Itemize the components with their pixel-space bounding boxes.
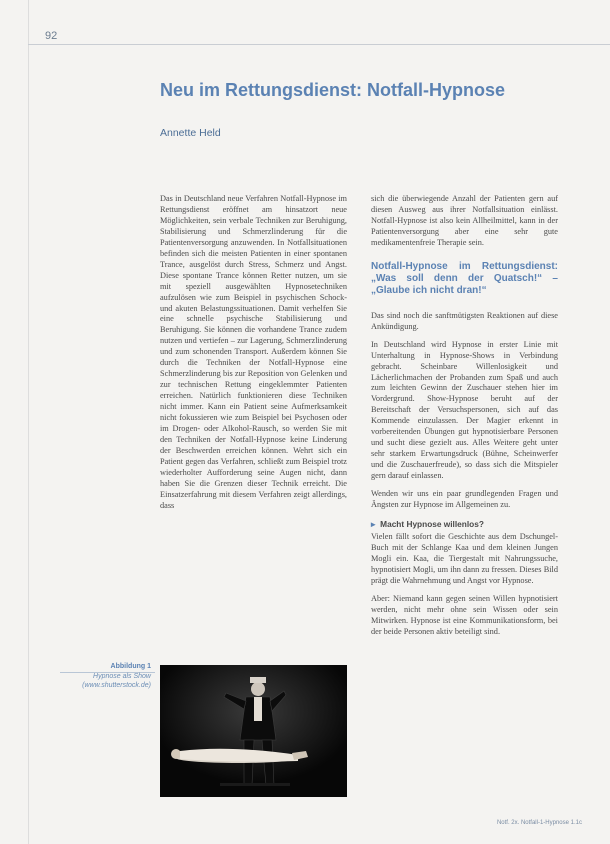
hypnosis-show-illustration	[160, 665, 347, 797]
header-rule	[28, 44, 610, 45]
paragraph: Das sind noch die sanftmütigsten Reaktionen auf diese Ankündigung.	[371, 310, 558, 331]
right-column	[371, 194, 558, 645]
bullet-question-text: Macht Hypnose willenlos?	[380, 518, 484, 529]
section-heading: Notfall-Hypnose im Rettungsdienst: „Was soll denn der Quatsch!“ – „Glaube ich nicht dran!“	[371, 260, 558, 296]
article-title: Neu im Rettungsdienst: Notfall-Hypnose	[160, 80, 506, 100]
figure-caption-line: Hypnose als Show	[93, 673, 151, 680]
figure-photo	[160, 665, 347, 797]
paragraph: Aber: Niemand kann gegen seinen Willen hypnotisiert werden, nicht mehr ohne sein Wissen oder sein Mitwirken. Hypnose ist eine Kommunikationsform, bei der beide Personen aktiv beteiligt sind.	[371, 593, 558, 636]
page-number: 92	[45, 30, 58, 42]
margin-rule	[28, 0, 29, 844]
bullet-question	[371, 519, 558, 530]
arrow-icon: ▸	[371, 518, 376, 529]
paragraph: Das in Deutschland neue Verfahren Notfall-Hypnose im Rettungsdienst eröffnet am hinsatzort neue Möglichkeiten, sein verbale Techniken zur Beruhigung, Stabilisierung und Schmerzlinderung für die Patientenversorgung anzuwenden. In Notfallsituationen befinden sich die meisten Patienten in einer spontanen Trance, ausgelöst durch Stress, Schmerz und Angst. Diese spontane Trance können Retter nutzen, um sie mit speziell ausgewählten Hypnosetechniken aufzulösen wie zum Beispiel in psychischen Schock- und akuten Belastungssituationen. Damit verhelfen Sie eine schnelle psychische Stabilisierung und Beruhigung. Sie können die vorhandene Trance zudem nutzen und vertiefen – zur Lagerung, Schmerzlinderung und zum schonenden Transport. Außerdem können Sie durch die Techniken der Notfall-Hypnose eine Schmerzlinderung bis zur Reposition von Gelenken und zur technischen Rettung eingeklemmter Patienten erreichen. Natürlich funktionieren diese Techniken nicht immer. Kann ein Patient seine Aufmerksamkeit nicht fokussieren wie zum Beispiel bei Psychosen oder im Drogen- oder Alkohol-Rausch, so werden Sie mit den Techniken der Notfall-Hypnose keine Linderung der Beschwerden erreichen können. Wehrt sich ein Patient gegen das Verfahren, schließt zum Beispiel trotz wiederholter Aufforderung seine Augen nicht, dann haben Sie die Grenzen dieser Technik erreicht. Die Einsatzerfahrung mit diesem Verfahren zeigt allerdings, dass	[160, 194, 347, 510]
figure-caption	[58, 662, 151, 690]
article-author: Annette Held	[160, 127, 221, 139]
page-footer: Notf. 2x. Notfall-1-Hypnose 1.1c	[496, 820, 582, 826]
paragraph: In Deutschland wird Hypnose in erster Linie mit Unterhaltung in Hypnose-Shows in Verbindung gebracht. Scheinbare Willenlosigkeit und Lächerlichmachen der Probanden zum Spaß und auch zum leichten Gewinn der Zuschauer stehen hier im Vordergrund. Show-Hypnose beruht auf der Bereitschaft der Versuchspersonen, sich auf das Kommende einzulassen. Der Magier erkennt in vorbereitenden Übungen gut hypnotisierbare Personen und sucht diese gezielt aus. Alles Weitere geht unter sehr starkem Erwartungsdruck (Bühne, Scheinwerfer und die Zuschauerfreude), so dass sich die Mitspieler gern darauf einlassen.	[371, 339, 558, 481]
paragraph: sich die überwiegende Anzahl der Patienten gern auf diesen Ausweg aus ihrer Notfallsituation einlässt. Notfall-Hypnose ist also kein Allheilmittel, kann in der Patientenversorgung aber eine sehr gute medikamentenfreie Therapie sein.	[371, 194, 558, 247]
paragraph: Vielen fällt sofort die Geschichte aus dem Dschungel-Buch mit der Schlange Kaa und dem kleinen Jungen Mogli ein. Kaa, die Tiergestalt mit Nahrungssuche, hypnotisiert Mogli, um ihn dann zu fressen. Dieses Bild prägt die Wahrnehmung und Angst vor Hypnose.	[371, 531, 558, 585]
left-column	[160, 194, 347, 519]
paragraph: Wenden wir uns ein paar grundlegenden Fragen und Ängsten zur Hypnose im Allgemeinen zu.	[371, 489, 558, 510]
figure-caption-line: (www.shutterstock.de)	[82, 682, 151, 689]
figure-label: Abbildung 1	[110, 663, 151, 670]
